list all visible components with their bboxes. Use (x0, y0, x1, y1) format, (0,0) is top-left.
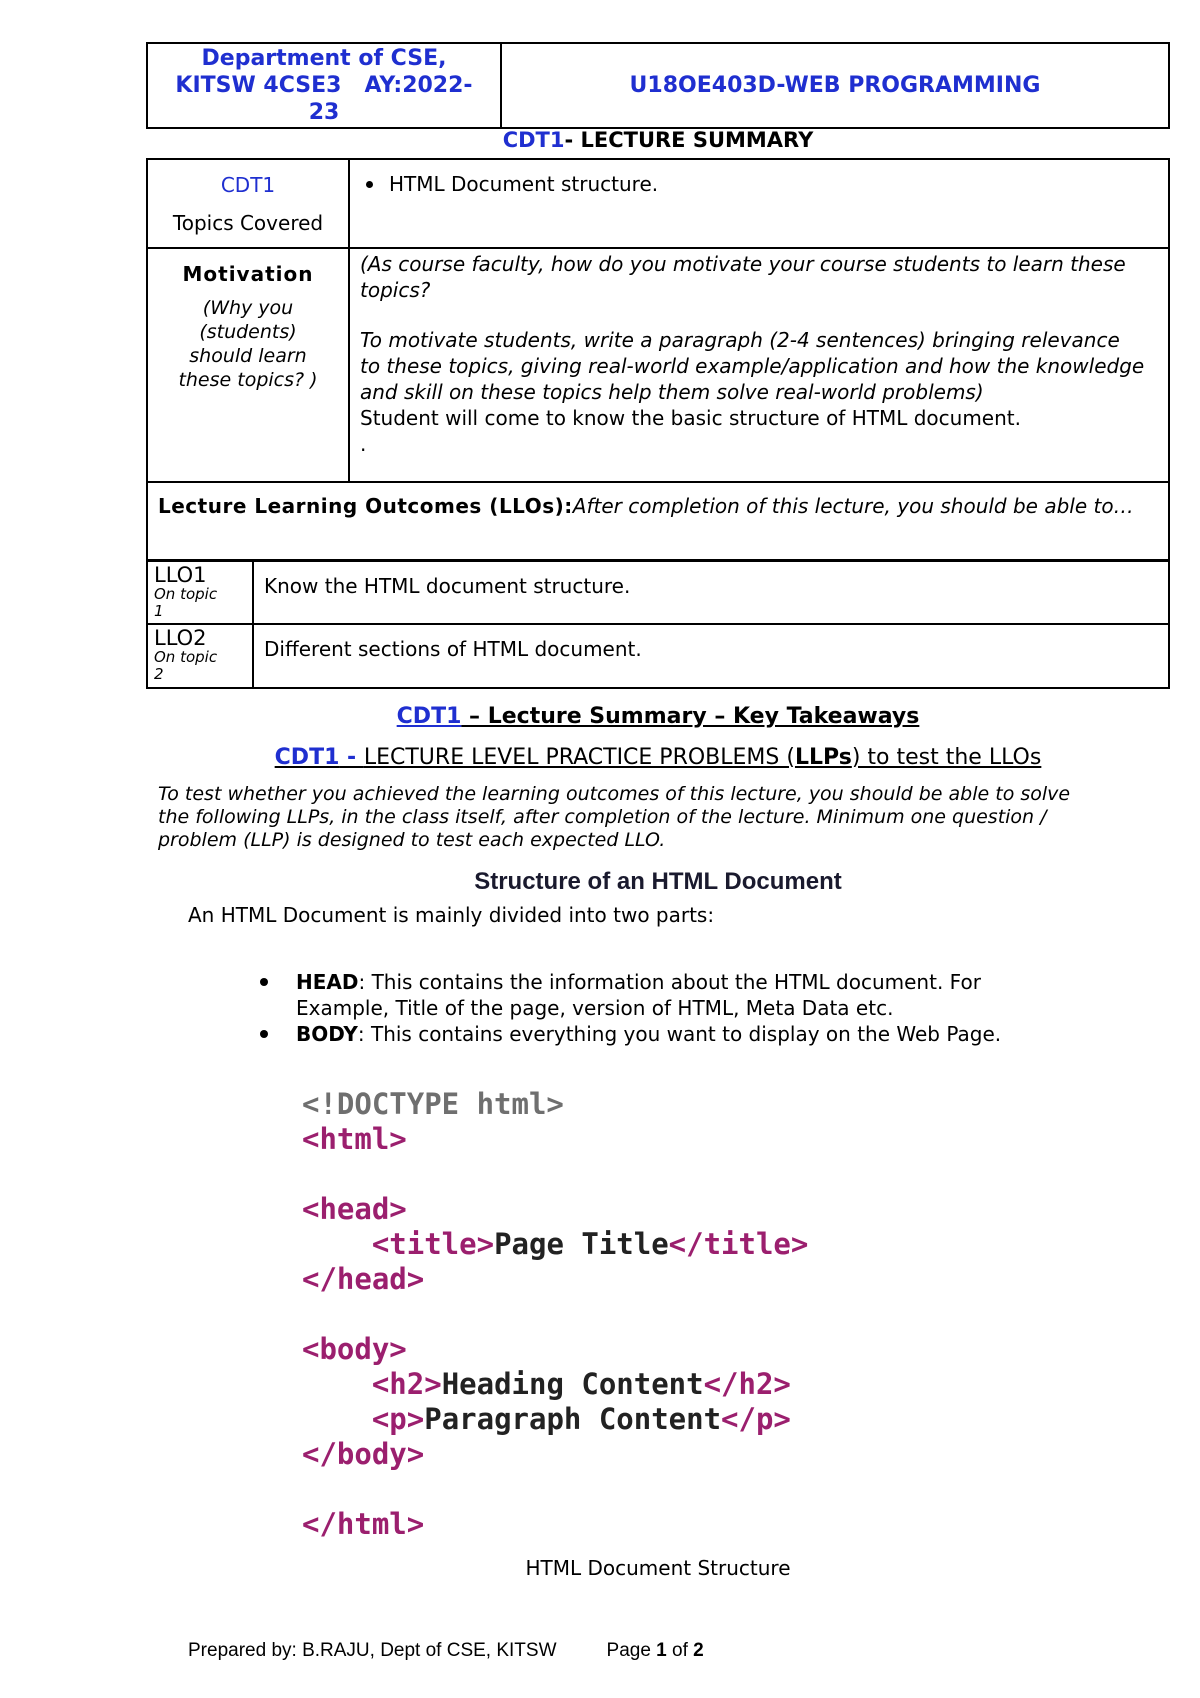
lecture-summary-label: - LECTURE SUMMARY (564, 128, 814, 152)
course-title: U18OE403D-WEB PROGRAMMING (629, 73, 1041, 98)
topics-covered-label: Topics Covered (172, 211, 324, 235)
footer-of-label: of (666, 1640, 694, 1661)
llp-label-2: ) to test the LLOs (851, 745, 1042, 770)
code-sample (302, 1087, 808, 1542)
llo-code: LLO1 (154, 563, 207, 587)
figure-caption: HTML Document Structure (525, 1556, 791, 1580)
motivation-heading: Motivation (182, 262, 314, 286)
structure-intro: An HTML Document is mainly divided into two parts: (188, 903, 715, 927)
motivation-answer: Student will come to know the basic structure of HTML document. (360, 406, 1021, 430)
structure-bullet-item (258, 1021, 1058, 1047)
bullet-term: HEAD (296, 970, 359, 994)
page-footer (188, 1640, 704, 1662)
code-title-text: Page Title (494, 1227, 669, 1261)
code-line-body-close: </body> (302, 1437, 425, 1471)
llp-heading (146, 745, 1170, 770)
code-title-open: <title> (371, 1227, 495, 1261)
llo-row (147, 624, 1169, 688)
llp-intro: To test whether you achieved the learning outcomes of this lecture, you should be able to solve the following LLPs, in the class itself, after completion of the lecture. Minimum one question / problem (LLP) is designed to test each expected LLO. (158, 783, 1071, 851)
motivation-sub-line: (Why you (202, 297, 294, 319)
code-h2-text: Heading Content (441, 1367, 704, 1401)
topics-motivation-table (146, 158, 1170, 561)
motivation-trailing: . (360, 432, 367, 456)
topics-code: CDT1 (220, 173, 276, 197)
lecture-summary-title (146, 128, 1170, 152)
llo-code: LLO2 (154, 626, 207, 650)
key-takeaways-heading (146, 704, 1170, 729)
code-line-head-close: </head> (302, 1262, 425, 1296)
motivation-label-cell (147, 248, 349, 482)
code-line-title (302, 1227, 808, 1262)
llo-topic-num: 2 (154, 665, 164, 683)
bullet-text: : This contains the information about the HTML document. For Example, Title of the page, version of HTML, Meta Data etc. (296, 970, 981, 1020)
topics-label-cell (147, 159, 349, 248)
footer-prepared-by: Prepared by: B.RAJU, Dept of CSE, KITSW (188, 1640, 557, 1661)
code-line-h2 (302, 1367, 808, 1402)
motivation-prompt-2: To motivate students, write a paragraph (2-4 sentences) bringing relevance to these topics, giving real-world example/application and how the knowledge and skill on these topics help them solve real-world problems) (360, 328, 1145, 404)
code-line-html-open: <html> (302, 1122, 407, 1156)
code-line-p (302, 1402, 808, 1437)
bullet-icon (260, 1030, 268, 1038)
bullet-term: BODY (296, 1022, 358, 1046)
bullet-text: : This contains everything you want to display on the Web Page. (357, 1022, 1002, 1046)
code-line-html-close: </html> (302, 1507, 425, 1541)
code-line-body-open: <body> (302, 1332, 407, 1366)
course-cell (501, 43, 1169, 128)
dept-line-2: KITSW 4CSE3 AY:2022- (175, 73, 473, 98)
code-title-close: </title> (668, 1227, 809, 1261)
lecture-summary-code: CDT1 (502, 128, 565, 152)
structure-title: Structure of an HTML Document (474, 868, 842, 895)
code-p-text: Paragraph Content (424, 1402, 722, 1436)
motivation-sub-line: (students) (199, 321, 297, 343)
llp-code: CDT1 (274, 745, 340, 770)
llp-dash: - (339, 745, 364, 770)
footer-page-number: 1 (656, 1640, 667, 1661)
llo-topic-num: 1 (154, 602, 164, 620)
motivation-sub-line: should learn (189, 345, 307, 367)
code-p-open: <p> (371, 1402, 425, 1436)
header-table (146, 42, 1170, 129)
llo-text: Different sections of HTML document. (264, 637, 642, 661)
key-takeaways-code: CDT1 (396, 704, 462, 729)
motivation-content-cell (349, 248, 1169, 482)
llo-table (146, 560, 1170, 689)
topic-item-text: HTML Document structure. (389, 172, 659, 196)
dept-line-3: 23 (308, 100, 340, 125)
code-p-close: </p> (721, 1402, 791, 1436)
bullet-icon (260, 978, 268, 986)
topics-list-cell (349, 159, 1169, 248)
llp-label-1: LECTURE LEVEL PRACTICE PROBLEMS ( (363, 745, 795, 770)
topic-item (366, 172, 1158, 196)
llo-topic-label: On topic (154, 585, 218, 603)
topics-list (366, 172, 1158, 196)
llo-text-cell (253, 624, 1169, 688)
llo-header-desc: After completion of this lecture, you should be able to… (572, 494, 1134, 518)
department-cell (147, 43, 501, 128)
key-takeaways-label: – Lecture Summary – Key Takeaways (461, 704, 920, 729)
code-line-doctype: <!DOCTYPE html> (302, 1087, 564, 1121)
llo-header-label: Lecture Learning Outcomes (LLOs): (158, 494, 573, 518)
motivation-sub-line: these topics? ) (178, 369, 318, 391)
dept-line-1: Department of CSE, (201, 46, 447, 71)
code-h2-close: </h2> (703, 1367, 791, 1401)
structure-bullet-item (258, 969, 1058, 1021)
llo-code-cell (147, 624, 253, 688)
footer-page-total: 2 (693, 1640, 704, 1661)
motivation-prompt-1: (As course faculty, how do you motivate your course students to learn these topics? (360, 252, 1126, 302)
footer-page-label: Page (606, 1640, 657, 1661)
code-h2-open: <h2> (371, 1367, 442, 1401)
llo-code-cell (147, 561, 253, 624)
structure-bullet-list (258, 969, 1058, 1047)
llo-row (147, 561, 1169, 624)
llo-topic-label: On topic (154, 648, 218, 666)
code-line-head-open: <head> (302, 1192, 407, 1226)
bullet-icon (366, 181, 373, 188)
motivation-subtext (149, 296, 347, 392)
llp-label-bold: LLPs (794, 745, 852, 770)
llo-header-cell (147, 482, 1169, 560)
llo-text-cell (253, 561, 1169, 624)
llo-text: Know the HTML document structure. (264, 574, 631, 598)
